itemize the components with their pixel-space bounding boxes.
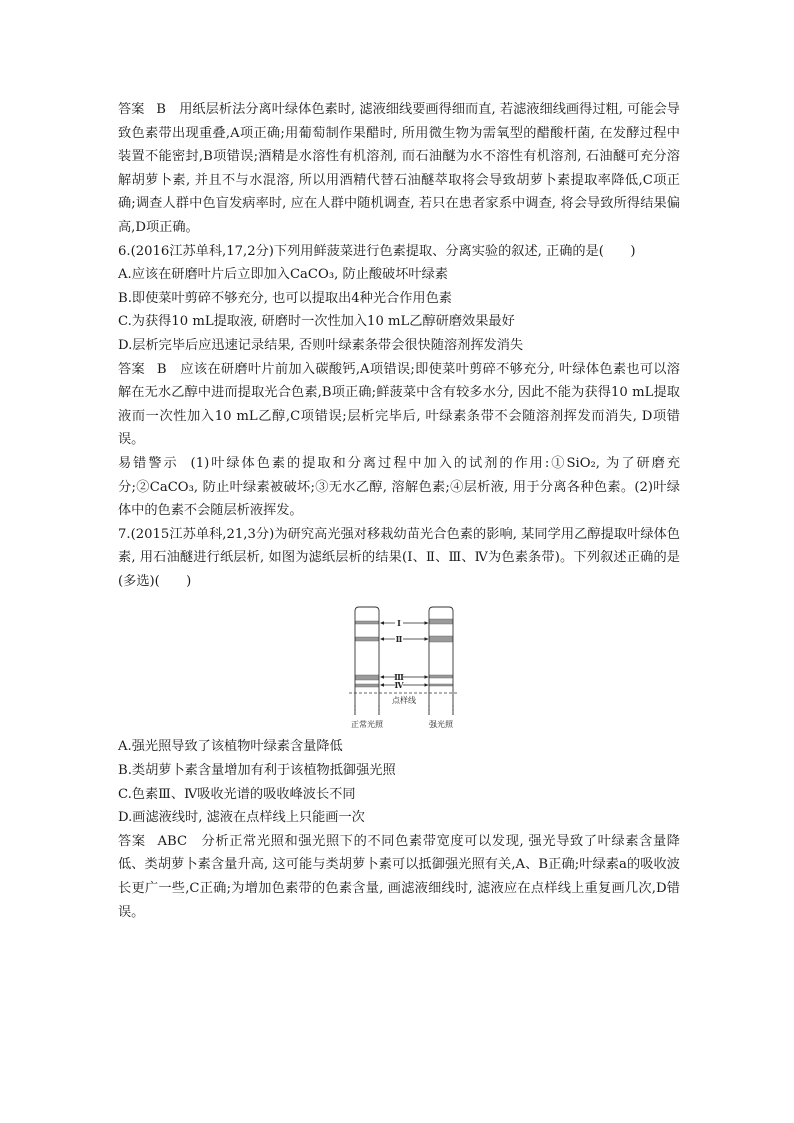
strip-strong-light <box>429 607 453 715</box>
paragraph-text: C.色素Ⅲ、Ⅳ吸收光谱的吸收峰波长不同 <box>118 786 356 802</box>
band-label: Ⅳ <box>394 680 404 691</box>
pigment-band <box>430 675 453 678</box>
pigment-band <box>430 636 453 642</box>
option-line <box>118 263 680 287</box>
option-line <box>118 735 680 759</box>
answer-paragraph <box>118 452 680 523</box>
paragraph-text: (1)叶绿体色素的提取和分离过程中加入的试剂的作用:①SiO₂, 为了研磨充分;②CaCO₃, 防止叶绿素被破坏;③无水乙醇, 溶解色素;④层析液, 用于分离各种色素。(2)叶绿体中的色素不会随层析液挥发。 <box>118 455 681 519</box>
answer-tag: 易错警示 <box>118 455 179 471</box>
option-line <box>118 334 680 358</box>
question-stem <box>118 523 680 594</box>
band-label: Ⅱ <box>395 634 403 645</box>
band-label: Ⅰ <box>397 618 401 629</box>
baseline-label: 点样线 <box>392 696 416 706</box>
option-line <box>118 806 680 830</box>
option-line <box>118 783 680 807</box>
paragraph-text: A.应该在研磨叶片后立即加入CaCO₃, 防止酸破坏叶绿素 <box>118 267 448 283</box>
pigment-band <box>356 675 379 680</box>
answer-paragraph <box>118 98 680 240</box>
answer-paragraph <box>118 830 680 924</box>
question-stem <box>118 240 680 264</box>
band-label: Ⅲ <box>394 672 404 683</box>
option-line <box>118 310 680 334</box>
option-line <box>118 759 680 783</box>
paragraph-text: 7.(2015江苏单科,21,3分)为研究高光强对移栽幼苗光合色素的影响, 某同学用乙醇提取叶绿体色素, 用石油醚进行纸层析, 如图为滤纸层析的结果(Ⅰ、Ⅱ、Ⅲ、Ⅳ为色素条带)。下列叙述正确的是(多选)( ) <box>118 526 680 589</box>
paragraph-text: B 用纸层析法分离叶绿体色素时, 滤液细线要画得细而直, 若滤液细线画得过粗, 可能会导致色素带出现重叠,A项正确;用葡萄制作果醋时, 所用微生物为需氧型的醋酸杆菌, 在发酵过程中装置不能密封,B项错误;酒精是水溶性有机溶剂, 而石油醚为水不溶性有机溶剂, 石油醚可充分溶解胡萝卜素, 并且不与水混溶, 所以用酒精代替石油醚萃取将会导致胡萝卜素提取率降低,C项正确;调查人群中色盲发病率时, 应在人群中随机调查, 若只在患者家系中调查, 将会导致所得结果偏高,D项正确。 <box>118 102 680 235</box>
paragraph-text: B.即使菜叶剪碎不够充分, 也可以提取出4种光合作用色素 <box>118 290 452 306</box>
answer-tag: 答案 <box>118 361 145 377</box>
strip-label-normal: 正常光照 <box>351 720 383 730</box>
pigment-band <box>356 621 379 624</box>
paragraph-text: B.类胡萝卜素含量增加有利于该植物抵御强光照 <box>118 763 396 779</box>
option-line <box>118 287 680 311</box>
chromatography-figure <box>336 599 486 731</box>
paragraph-text: ABC 分析正常光照和强光照下的不同色素带宽度可以发现, 强光导致了叶绿素含量降低、类胡萝卜素含量升高, 这可能与类胡萝卜素可以抵御强光照有关,A、B正确;叶绿素a的吸收波长更广一些,C正确;为增加色素带的色素含量, 画滤液细线时, 滤液应在点样线上重复画几次,D错误。 <box>118 833 680 920</box>
strip-normal-light <box>355 607 379 715</box>
paragraph-text: C.为获得10 mL提取液, 研磨时一次性加入10 mL乙醇研磨效果最好 <box>118 314 515 330</box>
pigment-band <box>356 637 379 641</box>
answer-tag: 答案 <box>118 833 146 849</box>
document-body <box>118 98 680 924</box>
pigment-band <box>430 619 453 624</box>
paragraph-text: B 应该在研磨叶片前加入碳酸钙,A项错误;即使菜叶剪碎不够充分, 叶绿体色素也可以溶解在无水乙醇中进而提取光合色素,B项正确;鲜菠菜中含有较多水分, 因此不能为获得10 mL提取液而一次性加入10 mL乙醇,C项错误;层析完毕后, 叶绿素条带不会随溶剂挥发而消失, D项错误。 <box>118 361 680 448</box>
answer-paragraph <box>118 358 680 452</box>
paragraph-text: 6.(2016江苏单科,17,2分)下列用鲜菠菜进行色素提取、分离实验的叙述, 正确的是( ) <box>118 243 636 259</box>
strip-label-strong: 强光照 <box>429 720 453 730</box>
paragraph-text: D.画滤液线时, 滤液在点样线上只能画一次 <box>118 810 365 826</box>
paragraph-text: D.层析完毕后应迅速记录结果, 否则叶绿素条带会很快随溶剂挥发消失 <box>118 337 524 353</box>
paragraph-text: A.强光照导致了该植物叶绿素含量降低 <box>118 739 343 755</box>
answer-tag: 答案 <box>118 102 145 117</box>
pigment-band <box>356 684 379 687</box>
figure-container <box>142 599 680 731</box>
pigment-band <box>430 684 453 686</box>
